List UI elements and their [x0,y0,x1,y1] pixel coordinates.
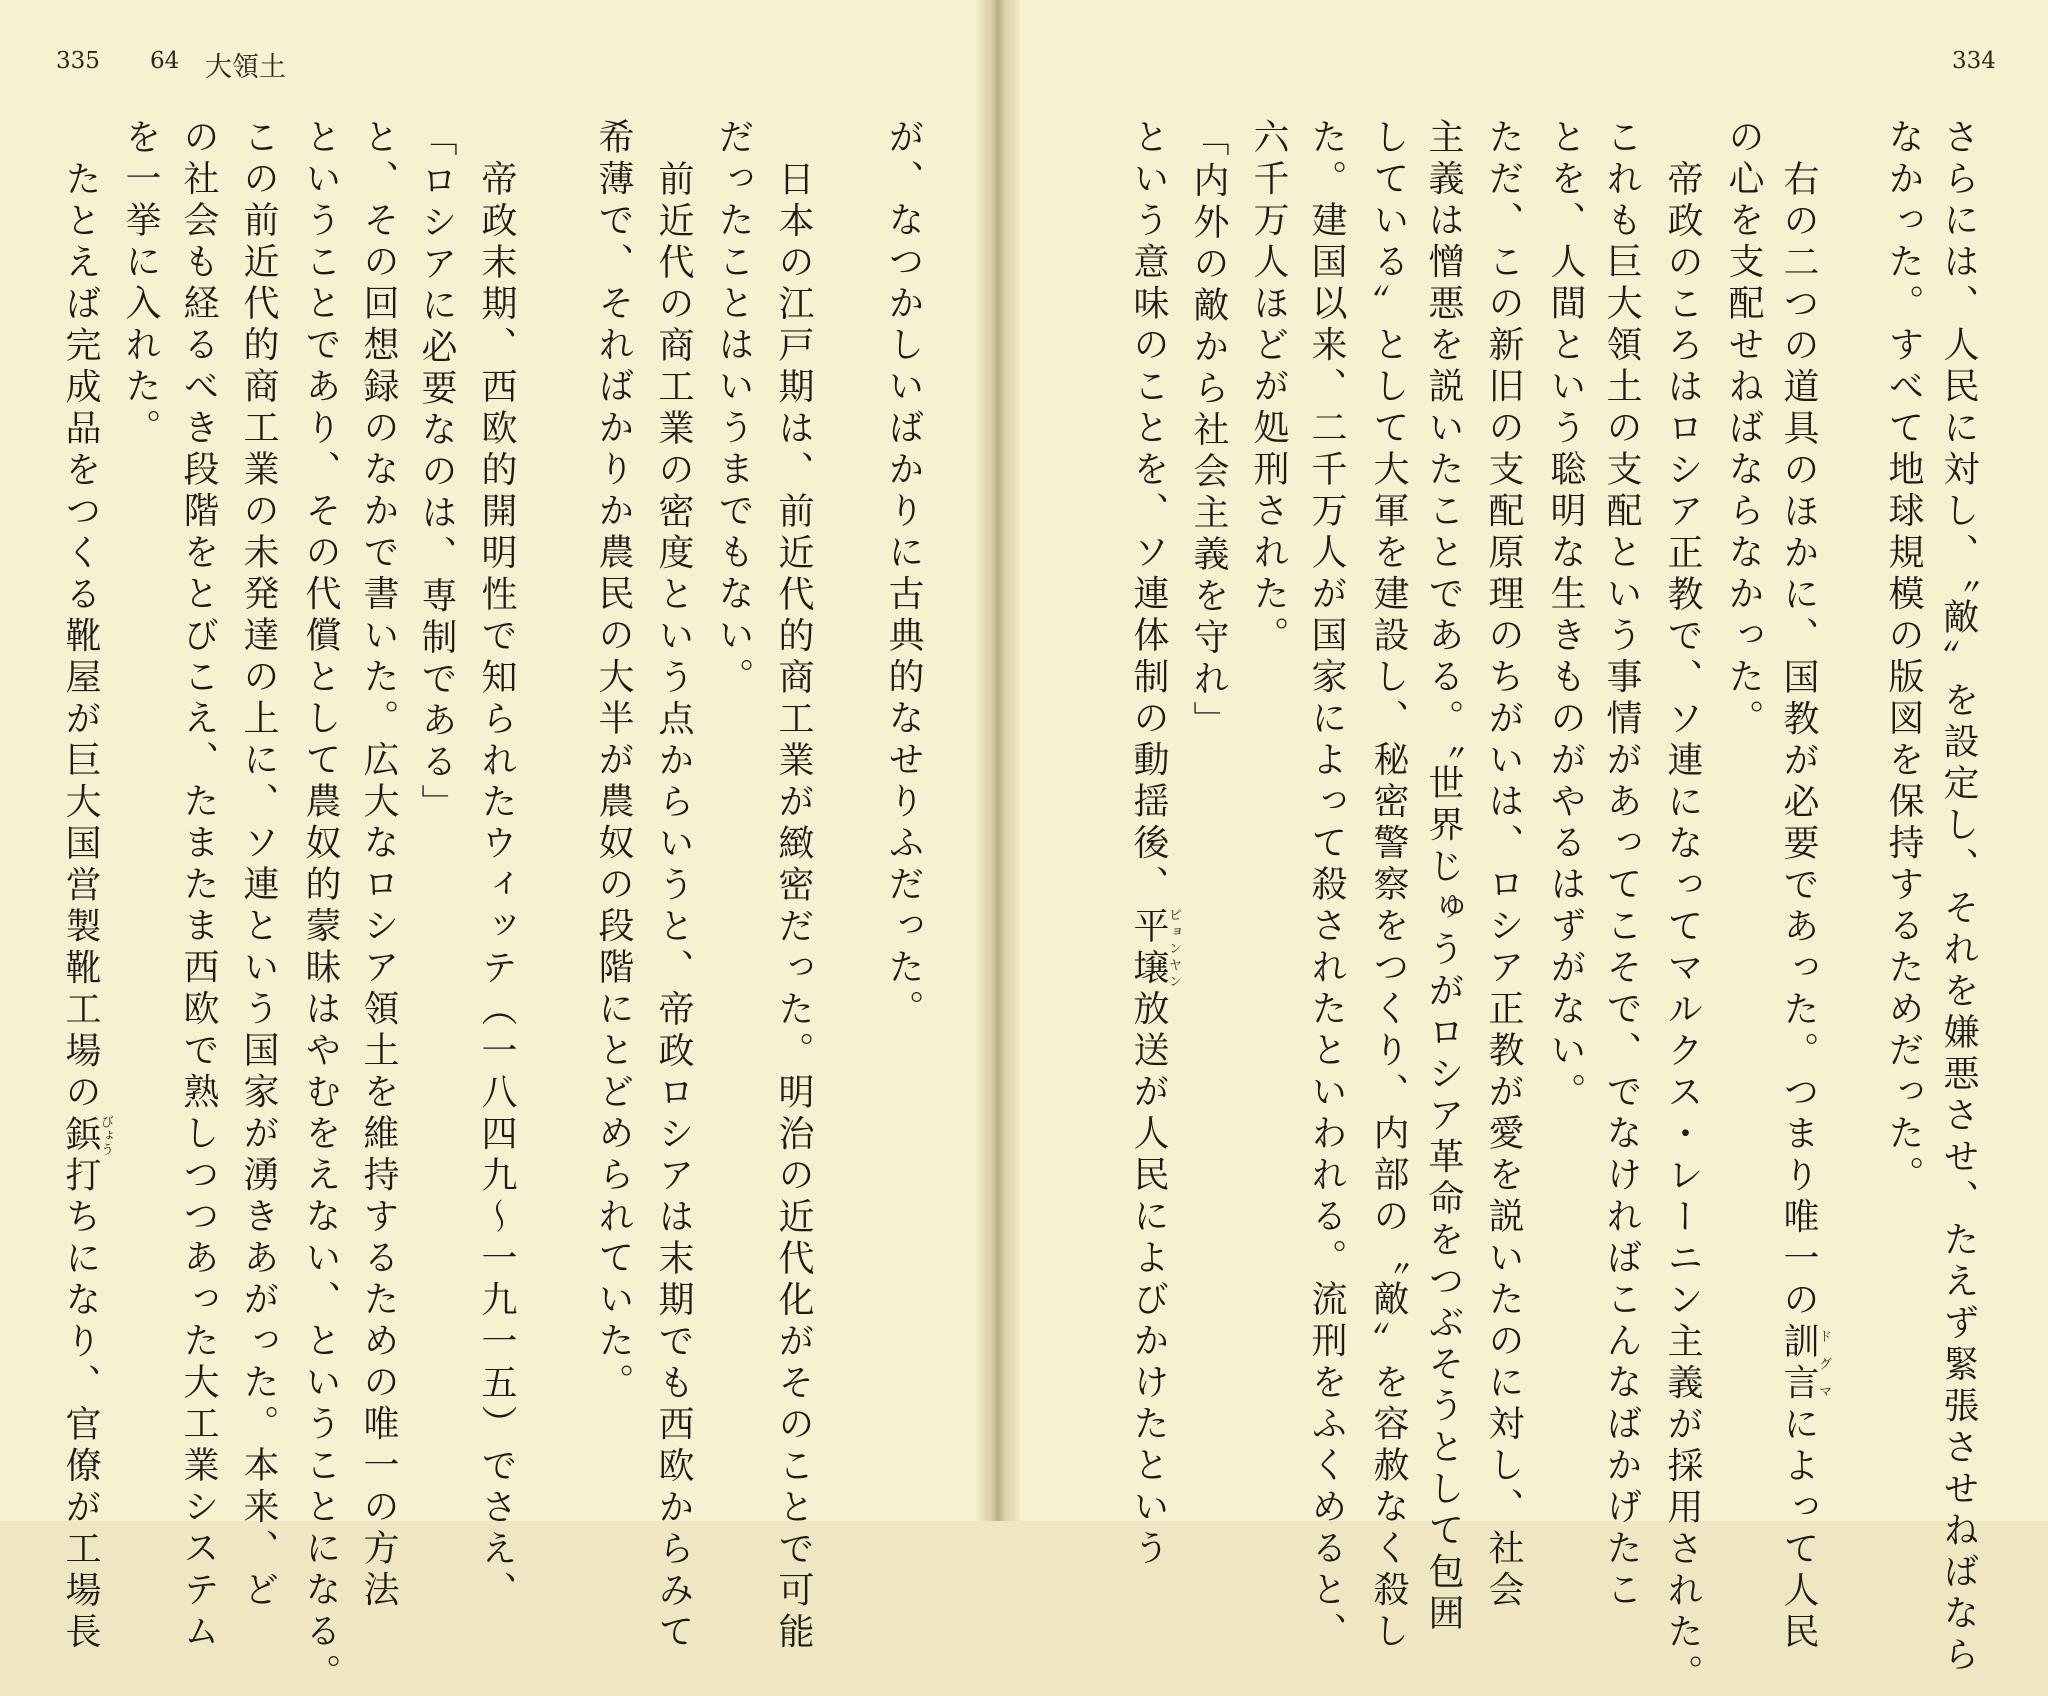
right-line-8: ただ、この新旧の支配原理のちがいは、ロシア正教が愛を説いたのに対し、社会 [1483,118,1524,1612]
left-line-6: 帝政末期、西欧的開明性で知られたウィッテ（一八四九～一九一五）でさえ、 [476,160,517,1613]
right-line-14-tail: 放送が人民によびかけたという [1128,989,1169,1571]
ruby-pyongyang-reading: ピョンヤン [1166,906,1181,990]
left-line-8: と、その回想録のなかで書いた。広大なロシア領土を維持するための唯一の方法 [358,118,399,1612]
left-line-11: の社会も経るべき段階をとびこえ、たまたま西欧で熟しつつあった大工業システム [178,118,219,1654]
left-line-12: を一挙に入れた。 [120,118,161,450]
left-page-number: 335 [56,48,100,74]
right-line-14 [1130,118,1181,1571]
chapter-number: 64 [150,48,180,74]
right-line-5: 帝政のころはロシア正教で、ソ連になってマルクス・レーニン主義が採用された。 [1662,160,1703,1696]
left-line-3: だったことはいうまでもない。 [713,118,754,699]
ruby-pyongyang [1128,906,1181,990]
left-line-5: 希薄で、そればかりか農民の大半が農奴の段階にとどめられていた。 [593,118,634,1405]
right-line-3-text: 右の二つの道具のほかに、国教が必要であった。つまり唯一の [1778,160,1819,1322]
ruby-byou-base: 鋲 [60,1114,101,1156]
left-line-13-text: たとえば完成品をつくる靴屋が巨大国営製靴工場の [60,160,101,1115]
left-line-9: ということであり、その代償として農奴的蒙昧はやむをえない、ということになる。 [300,118,341,1695]
right-line-1: さらには、人民に対し、〝敵〟を設定し、それを嫌悪させ、たえず緊張させねばなら [1938,118,1979,1677]
right-line-6: これも巨大領土の支配という事情があってこそで、でなければこんなばかげたこ [1601,118,1642,1612]
book-gutter [976,0,1020,1521]
ruby-pyongyang-base: 平壌 [1128,906,1169,990]
ruby-byou-reading: びょう [98,1114,113,1156]
right-line-13: 「内外の敵から社会主義を守れ」 [1188,120,1229,743]
right-page-number: 334 [1952,48,1996,74]
right-line-2: なかった。すべて地球規模の版図を保持するためだった。 [1883,118,1924,1197]
left-line-10: この前近代的商工業の未発達の上に、ソ連という国家が湧きあがった。本来、ど [238,118,279,1612]
right-line-12: 六千万人ほどが処刑された。 [1248,118,1289,658]
ruby-dogma-reading: ドグマ [1816,1322,1831,1405]
right-line-3 [1780,160,1831,1654]
chapter-title: 大領土 [205,52,286,83]
left-line-1: が、なつかしいばかりに古典的なせりふだった。 [883,118,924,1031]
right-line-9: 主義は憎悪を説いたことである。〝世界じゅうがロシア革命をつぶそうとして包囲 [1423,118,1464,1636]
ruby-dogma-base: 訓言 [1778,1322,1819,1405]
right-line-4: の心を支配せねばならなかった。 [1723,118,1764,741]
left-line-2: 日本の江戸期は、前近代的商工業が緻密だった。明治の近代化がそのことで可能 [773,160,814,1654]
right-line-11: た。建国以来、二千万人が国家によって殺されたといわれる。流刑をふくめると、 [1306,118,1347,1654]
right-line-10: している〟として大軍を建設し、秘密警察をつくり、内部の〝敵〟を容赦なく殺し [1368,118,1409,1654]
right-line-14-text: という意味のことを、ソ連体制の動揺後、 [1128,118,1169,907]
right-line-3-tail: によって人民 [1778,1405,1819,1654]
left-line-4: 前近代の商工業の密度という点からいうと、帝政ロシアは末期でも西欧からみて [653,160,694,1654]
right-line-7: とを、人間という聡明な生きものがやるはずがない。 [1545,118,1586,1114]
left-line-13-tail: 打ちになり、官僚が工場長 [60,1156,101,1654]
ruby-byou [60,1114,113,1157]
left-line-7: 「ロシアに必要なのは、専制である」 [416,120,457,826]
left-line-13 [62,160,113,1654]
ruby-dogma [1778,1322,1831,1405]
